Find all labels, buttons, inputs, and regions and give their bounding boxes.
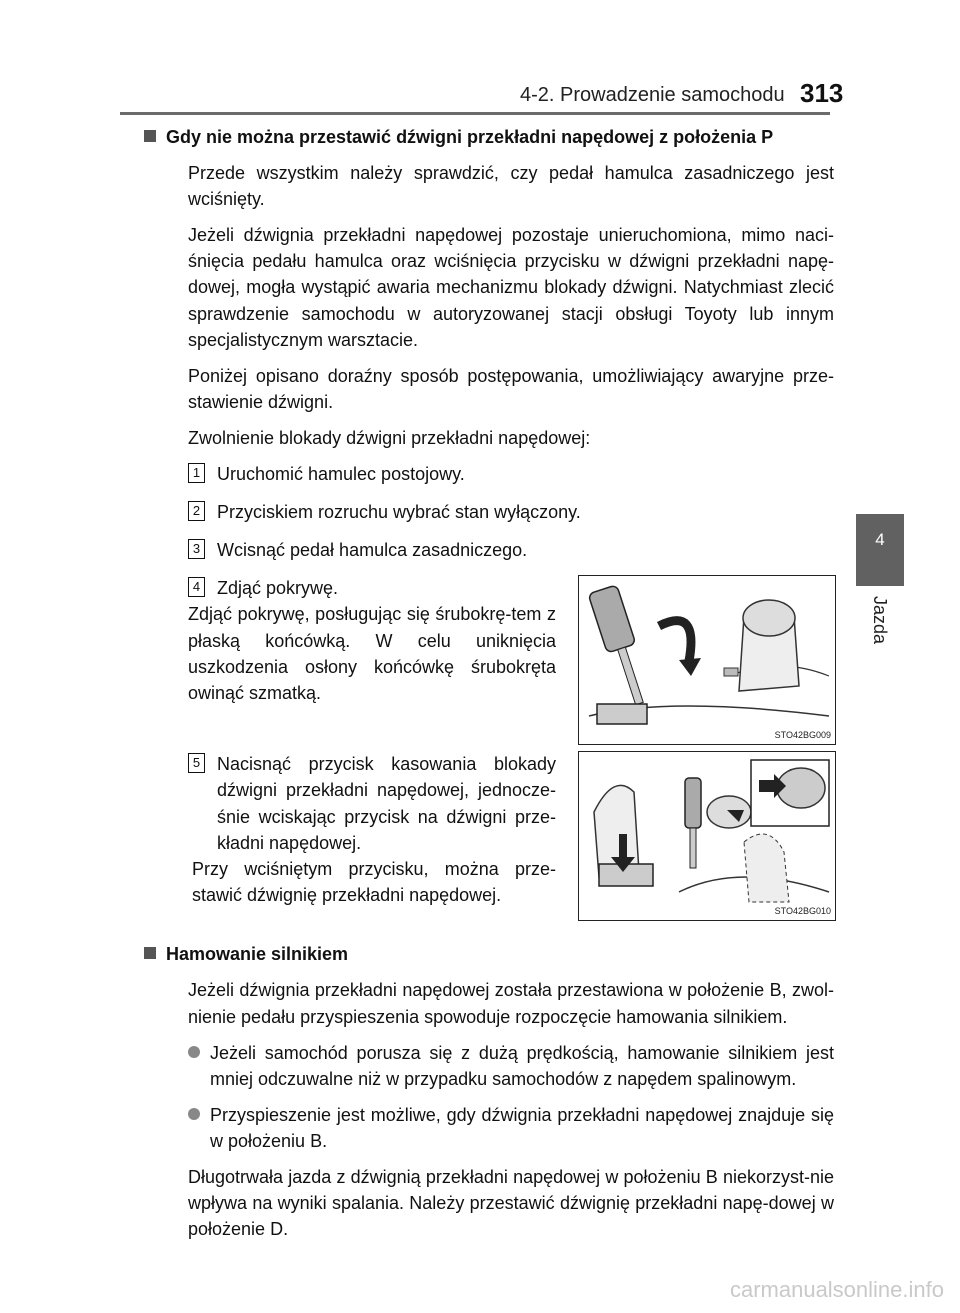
figure-lock-release [578, 751, 836, 921]
square-bullet-icon [144, 947, 156, 959]
bullet-dot-icon [188, 1046, 200, 1058]
step-3: 3 Wcisnąć pedał hamulca zasadniczego. [188, 537, 834, 563]
figure-code: STO42BG009 [774, 730, 831, 741]
paragraph: Zwolnienie blokady dźwigni przekładni napędowej: [188, 427, 591, 448]
watermark: carmanualsonline.info [729, 1277, 944, 1302]
paragraph: Przede wszystkim należy sprawdzić, czy pedał hamulca zasadniczego jest wciśnięty. [188, 163, 834, 210]
section-heading: Gdy nie można przestawić dźwigni przekładni napędowej z położenia P [144, 124, 834, 150]
step-2: 2 Przyciskiem rozruchu wybrać stan wyłączony. [188, 499, 834, 525]
bullet-item: Jeżeli samochód porusza się z dużą prędkością, hamowanie silnikiem jest mniej odczuwalne niż w przypadku samochodów z napędem spalinowym. [188, 1040, 834, 1092]
chapter-tab [856, 514, 904, 586]
paragraph: Poniżej opisano doraźny sposób postępowania, umożliwiający awaryjne prze-stawienie dźwigni. [188, 365, 834, 412]
figure-cover-removal [578, 575, 836, 745]
step-1: 1 Uruchomić hamulec postojowy. [188, 461, 834, 487]
header-rule [120, 112, 830, 115]
shifter-illustration [579, 576, 835, 744]
section-title: 4-2. Prowadzenie samochodu [520, 84, 785, 106]
chapter-tab-label: Jazda [870, 596, 890, 645]
step-detail: Przy wciśniętym przycisku, można prze-stawić dźwignię przekładni napędowej. [192, 858, 556, 905]
bullet-item: Przyspieszenie jest możliwe, gdy dźwignia przekładni napędowej znajduje się w położeniu B. [188, 1102, 834, 1154]
page-content [164, 124, 834, 1252]
step-5: 5 Nacisnąć przycisk kasowania blokady dźwigni przekładni napędowej, jednocze-śnie wciskając przycisk na dźwigni prze-kładni napędowej. Przy wciśniętym przycisku, można prze-stawić dźwignię przekładni napędowej. STO42BG010 [188, 751, 834, 937]
page-number: 313 [800, 78, 844, 108]
paragraph: Jeżeli dźwignia przekładni napędowej pozostaje unieruchomiona, mimo naci-śnięcia pedału hamulca oraz wciśnięcia przycisku w dźwigni przekładni napę-dowej, mogła wystąpić awaria mechanizmu blokady dźwigni. Natychmiast zlecić sprawdzenie samochodu w autoryzowanej stacji obsługi Toyoty lub innym specjalistycznym warsztacie. [188, 225, 834, 350]
chapter-tab-number: 4 [875, 530, 885, 549]
section-heading: Hamowanie silnikiem [144, 941, 834, 967]
figure-code: STO42BG010 [774, 906, 831, 917]
bullet-dot-icon [188, 1108, 200, 1120]
step-4: 4 Zdjąć pokrywę. Zdjąć pokrywę, posługując się śrubokrę-tem z płaską końcówką. W celu uniknięcia uszkodzenia osłony końcówkę śrubokręta owinąć szmatką. STO42BG009 [188, 575, 834, 751]
paragraph: Długotrwała jazda z dźwignią przekładni napędowej w położeniu B niekorzyst-nie wpływa na wyniki spalania. Należy przestawić dźwignię przekładni napę-dowej w położenie D. [188, 1166, 834, 1240]
step-detail: Zdjąć pokrywę, posługując się śrubokrę-tem z płaską końcówką. W celu uniknięcia uszkodzenia osłony końcówkę śrubokręta owinąć szmatką. [188, 604, 556, 703]
paragraph: Jeżeli dźwignia przekładni napędowej została przestawiona w położenie B, zwol-nienie pedału przyspieszenia spowoduje rozpoczęcie hamowania silnikiem. [188, 980, 834, 1027]
square-bullet-icon [144, 130, 156, 142]
lock-release-illustration [579, 752, 835, 920]
